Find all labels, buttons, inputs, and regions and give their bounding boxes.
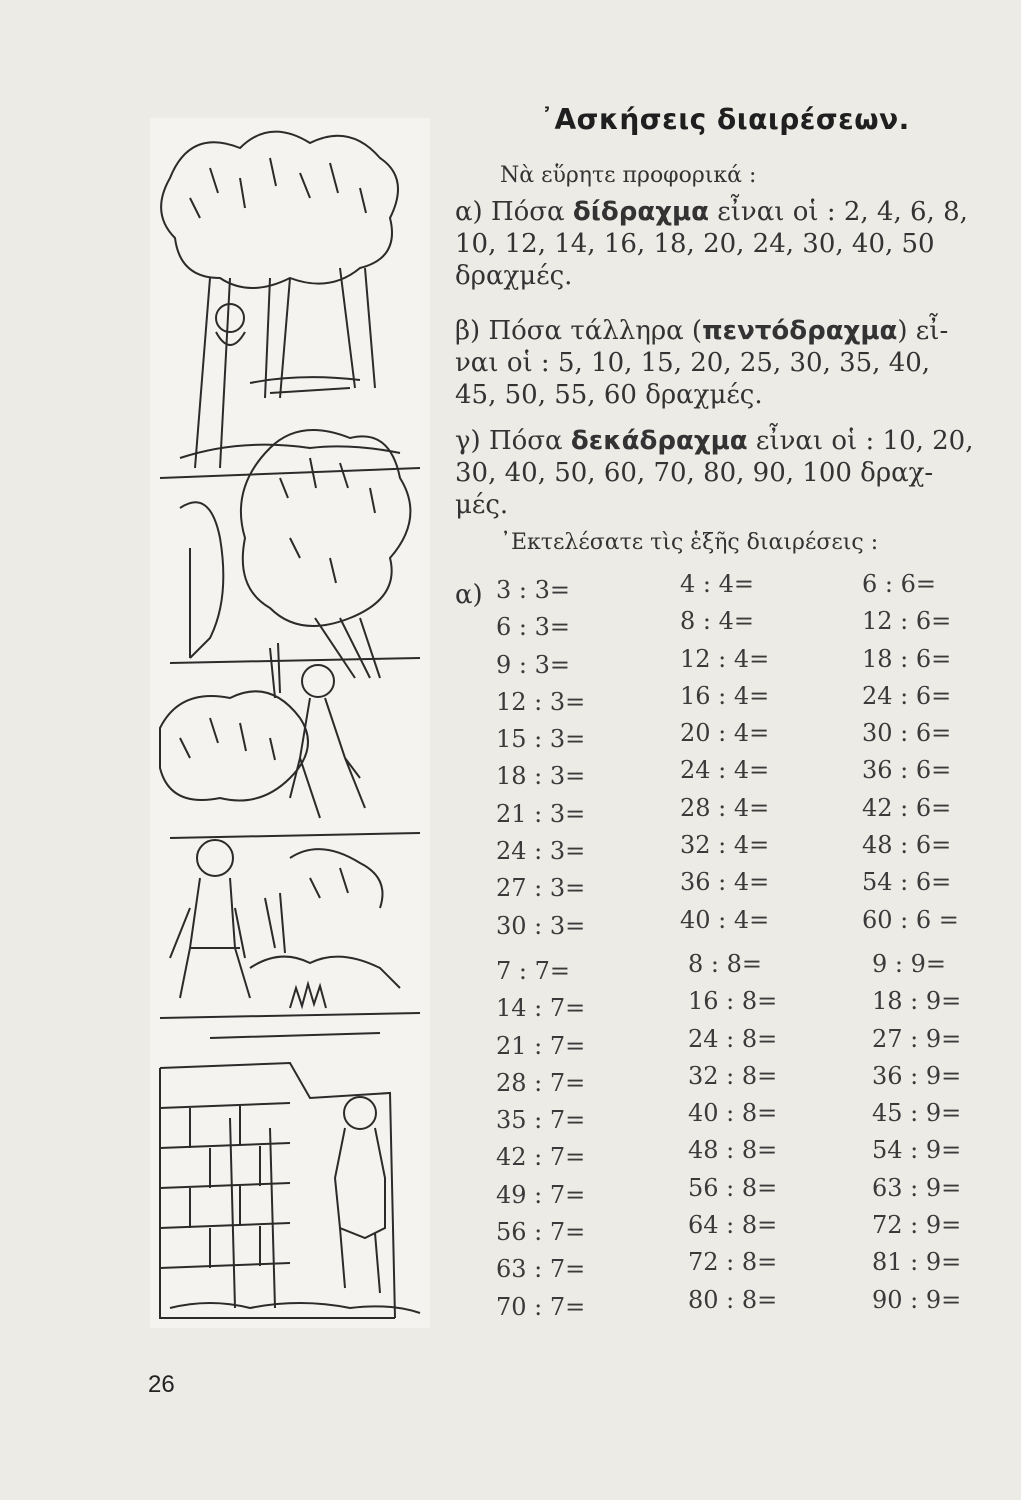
division-problem: 80 : 8= (688, 1285, 778, 1314)
division-problem: 45 : 9= (872, 1099, 962, 1128)
division-problem: 18 : 3= (496, 762, 586, 791)
division-problem: 56 : 7= (496, 1218, 586, 1247)
division-problem: 63 : 9= (872, 1173, 962, 1202)
division-problem: 18 : 6= (862, 644, 952, 673)
division-problem: 7 : 7= (496, 957, 570, 985)
division-problem: 24 : 8= (688, 1024, 778, 1053)
division-problem: 8 : 4= (680, 607, 754, 636)
paragraph-g (455, 425, 975, 521)
paragraph-a-bold: δίδραχμα (572, 197, 709, 227)
paragraph-b-prefix: β) Πόσα τάλληρα ( (455, 316, 703, 346)
division-problem: 70 : 7= (496, 1292, 586, 1321)
division-problem: 32 : 8= (688, 1061, 778, 1090)
division-problem: 12 : 6= (862, 607, 952, 636)
division-problem: 30 : 6= (862, 719, 952, 748)
division-problem: 21 : 7= (496, 1031, 586, 1060)
division-problem: 40 : 4= (680, 905, 770, 934)
division-problem: 14 : 7= (496, 994, 586, 1023)
exercise-label: α) (455, 580, 483, 610)
division-problem: 9 : 3= (496, 650, 570, 679)
division-problem: 27 : 3= (496, 874, 586, 903)
division-problem: 6 : 6= (862, 570, 936, 598)
division-problem: 24 : 3= (496, 837, 586, 866)
division-problem: 54 : 9= (872, 1136, 962, 1165)
division-problem: 28 : 4= (680, 793, 770, 822)
division-problem: 24 : 4= (680, 756, 770, 785)
division-problem: 81 : 9= (872, 1248, 962, 1277)
illustration-children-playing-hide-and-seek (150, 118, 430, 1328)
intro-text: Νὰ εὕρητε προφορικά : (500, 163, 757, 188)
division-problem: 48 : 8= (688, 1136, 778, 1165)
page-title: ᾿Ασκήσεις διαιρέσεων. (540, 103, 910, 136)
division-problem: 49 : 7= (496, 1180, 586, 1209)
paragraph-b-bold: πεντόδραχμα (702, 316, 898, 346)
paragraph-b-text: ) εἶ-ναι οἱ : 5, 10, 15, 20, 25, 30, 35, 40, 45, 50, 55, 60 δραχμές. (455, 316, 949, 410)
division-column-4 (680, 566, 840, 939)
division-problem: 21 : 3= (496, 799, 586, 828)
paragraph-b (455, 315, 975, 411)
paragraph-g-prefix: γ) Πόσα (455, 426, 571, 456)
paragraph-g-text: εἶναι οἱ : 10, 20, 30, 40, 50, 60, 70, 80, 90, 100 δραχ-μές. (455, 426, 974, 520)
division-problem: 28 : 7= (496, 1068, 586, 1097)
division-problem: 20 : 4= (680, 719, 770, 748)
division-problem: 35 : 7= (496, 1106, 586, 1135)
division-problem: 16 : 4= (680, 681, 770, 710)
division-problem: 3 : 3= (496, 576, 570, 604)
division-problem: 56 : 8= (688, 1173, 778, 1202)
division-problem: 64 : 8= (688, 1211, 778, 1240)
division-problem: 18 : 9= (872, 987, 962, 1016)
paragraph-g-bold: δεκάδραχμα (570, 426, 748, 456)
division-problem: 36 : 9= (872, 1061, 962, 1090)
division-problem: 36 : 4= (680, 868, 770, 897)
division-problem: 48 : 6= (862, 831, 952, 860)
division-problem: 6 : 3= (496, 613, 570, 642)
division-column-8 (688, 946, 848, 1319)
division-problem: 27 : 9= (872, 1024, 962, 1053)
division-column-6 (862, 566, 1021, 939)
division-problem: 40 : 8= (688, 1099, 778, 1128)
division-problem: 12 : 4= (680, 644, 770, 673)
division-problem: 30 : 3= (496, 911, 586, 940)
division-problem: 32 : 4= (680, 831, 770, 860)
division-column-9 (872, 946, 1021, 1319)
division-problem: 8 : 8= (688, 950, 762, 978)
paragraph-a-prefix: α) Πόσα (455, 197, 573, 227)
division-problem: 12 : 3= (496, 687, 586, 716)
division-problem: 60 : 6 = (862, 905, 959, 934)
division-problem: 42 : 7= (496, 1143, 586, 1172)
division-problem: 9 : 9= (872, 950, 946, 978)
division-problem: 24 : 6= (862, 681, 952, 710)
division-column-3 (496, 572, 656, 945)
page-number: 26 (148, 1371, 175, 1398)
division-problem: 15 : 3= (496, 725, 586, 754)
division-problem: 90 : 9= (872, 1285, 962, 1314)
division-column-7 (496, 953, 656, 1326)
division-problem: 72 : 9= (872, 1211, 962, 1240)
division-problem: 42 : 6= (862, 793, 952, 822)
division-problem: 36 : 6= (862, 756, 952, 785)
paragraph-a (455, 196, 975, 292)
division-problem: 72 : 8= (688, 1248, 778, 1277)
division-problem: 54 : 6= (862, 868, 952, 897)
division-problem: 16 : 8= (688, 987, 778, 1016)
division-problem: 63 : 7= (496, 1255, 586, 1284)
exercise-intro: ᾿Εκτελέσατε τὶς ἑξῆς διαιρέσεις : (500, 530, 879, 555)
paragraph-a-text: εἶναι οἱ : 2, 4, 6, 8, 10, 12, 14, 16, 18, 20, 24, 30, 40, 50 δραχμές. (455, 197, 968, 291)
division-problem: 4 : 4= (680, 570, 754, 598)
